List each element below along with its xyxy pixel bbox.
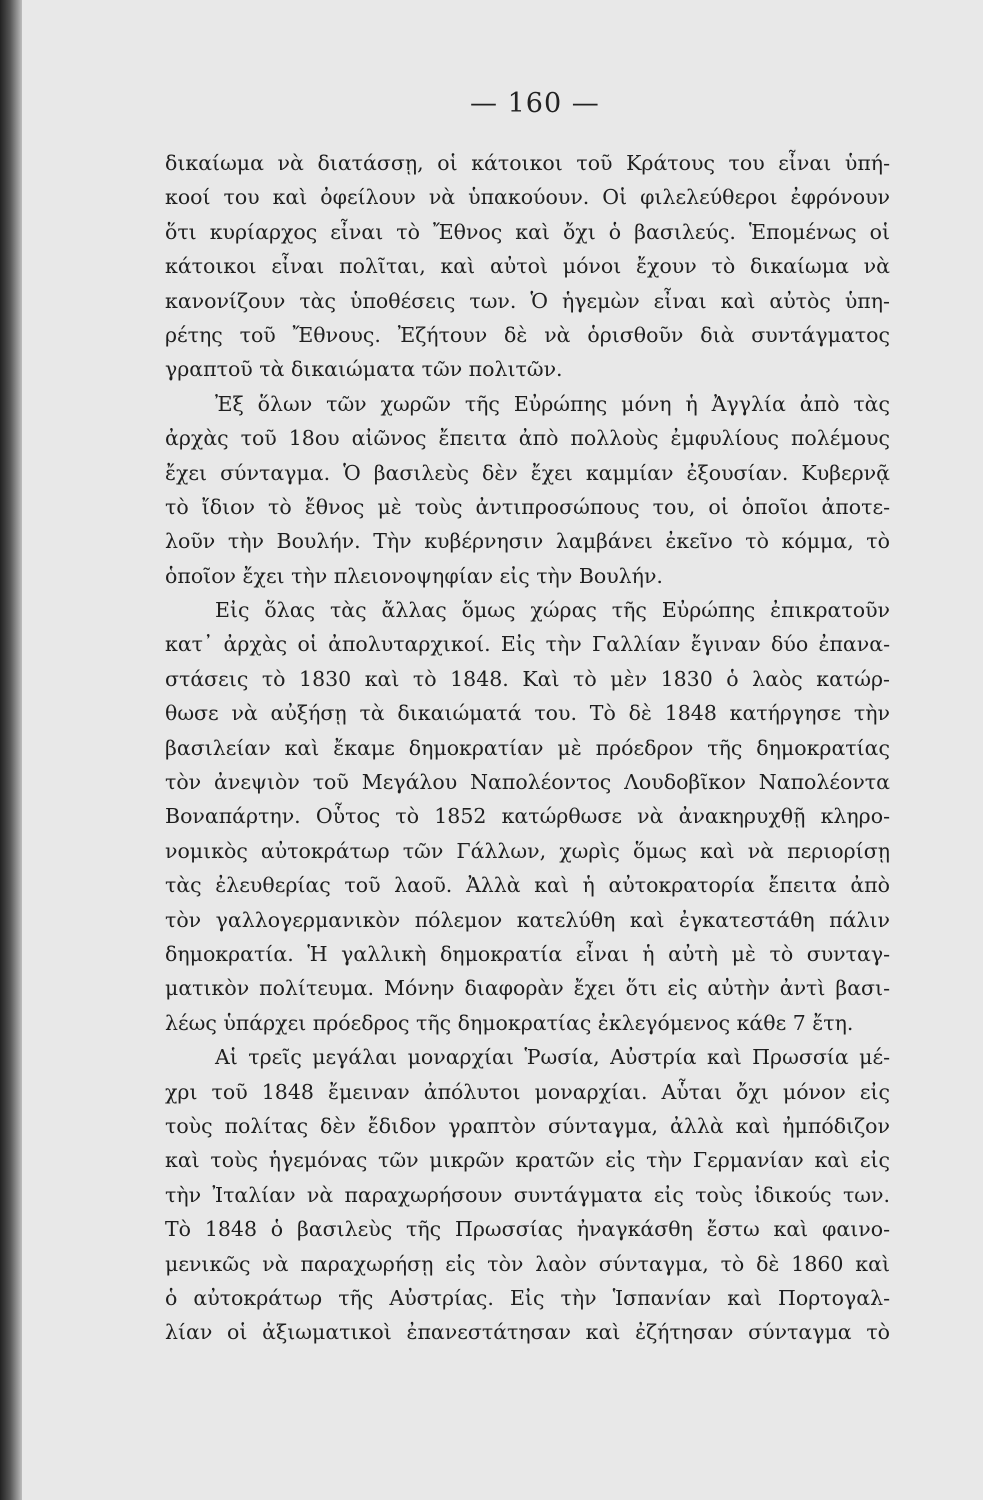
text-line: ὅτι κυρίαρχος εἶναι τὸ Ἔθνος καὶ ὄχι ὁ βασιλεύς. Ἑπομένως οἱ [165,219,890,244]
text-line: τοὺς πολίτας δὲν ἔδιδον γραπτὸν σύνταγμα, ἀλλὰ καὶ ἠμπόδιζον [165,1113,890,1138]
text-line: γραπτοῦ τὰ δικαιώματα τῶν πολιτῶν. [165,357,563,382]
text-line: κατ᾽ ἀρχὰς οἱ ἀπολυταρχικοί. Εἰς τὴν Γαλλίαν ἔγιναν δύο ἐπανα- [165,632,890,657]
text-line: Τὸ 1848 ὁ βασιλεὺς τῆς Πρωσσίας ἠναγκάσθη ἔστω καὶ φαινο- [165,1217,890,1242]
text-line: Εἰς ὅλας τὰς ἄλλας ὅμως χώρας τῆς Εὐρώπης ἐπικρατοῦν [215,598,890,623]
text-line: τὸν γαλλογερμανικὸν πόλεμον κατελύθη καὶ ἐγκατεστάθη πάλιν [165,907,890,932]
text-line: κοοί του καὶ ὀφείλουν νὰ ὑπακούουν. Οἱ φιλελεύθεροι ἐφρόνουν [165,185,890,210]
text-line: χρι τοῦ 1848 ἔμειναν ἀπόλυτοι μοναρχίαι. Αὗται ὄχι μόνον εἰς [165,1079,890,1104]
text-line: ἀρχὰς τοῦ 18ου αἰῶνος ἔπειτα ἀπὸ πολλοὺς ἐμφυλίους πολέμους [165,426,890,451]
text-line: ὁ αὐτοκράτωρ τῆς Αὐστρίας. Εἰς τὴν Ἱσπανίαν καὶ Πορτογαλ- [165,1285,890,1310]
text-line: βασιλείαν καὶ ἔκαμε δημοκρατίαν μὲ πρόεδρον τῆς δημοκρατίας [165,735,890,760]
text-line: θωσε νὰ αὐξήσῃ τὰ δικαιώματά του. Τὸ δὲ 1848 κατήργησε τὴν [165,701,890,726]
text-line: δικαίωμα νὰ διατάσσῃ, οἱ κάτοικοι τοῦ Κράτους του εἶναι ὑπή- [165,151,890,175]
text-line: δημοκρατία. Ἡ γαλλικὴ δημοκρατία εἶναι ἡ αὐτὴ μὲ τὸ συνταγ- [165,941,890,966]
body-text [165,146,890,1350]
text-line: νομικὸς αὐτοκράτωρ τῶν Γάλλων, χωρὶς ὅμως καὶ νὰ περιορίσῃ [165,838,890,863]
text-line: Ἐξ ὅλων τῶν χωρῶν τῆς Εὐρώπης μόνη ἡ Ἀγγλία ἀπὸ τὰς [215,391,890,416]
text-line: λέως ὑπάρχει πρόεδρος τῆς δημοκρατίας ἐκλεγόμενος κάθε 7 ἔτη. [165,1010,854,1035]
text-line: τὴν Ἰταλίαν νὰ παραχωρήσουν συντάγματα εἰς τοὺς ἰδικούς των. [165,1182,890,1207]
text-line: ματικὸν πολίτευμα. Μόνην διαφορὰν ἔχει ὅτι εἰς αὐτὴν ἀντὶ βασι- [165,976,890,1001]
text-line: τὸ ἴδιον τὸ ἔθνος μὲ τοὺς ἀντιπροσώπους του, οἱ ὁποῖοι ἀποτε- [165,494,890,519]
text-line: ὁποῖον ἔχει τὴν πλειονοψηφίαν εἰς τὴν Βουλήν. [165,563,663,588]
text-line: λοῦν τὴν Βουλήν. Τὴν κυβέρνησιν λαμβάνει ἐκεῖνο τὸ κόμμα, τὸ [165,529,890,554]
text-line: ἔχει σύνταγμα. Ὁ βασιλεὺς δὲν ἔχει καμμίαν ἐξουσίαν. Κυβερνᾷ [165,460,890,485]
text-line: στάσεις τὸ 1830 καὶ τὸ 1848. Καὶ τὸ μὲν 1830 ὁ λαὸς κατώρ- [165,666,890,691]
text-line: ρέτης τοῦ Ἔθνους. Ἐζήτουν δὲ νὰ ὁρισθοῦν διὰ συντάγματος [165,322,890,347]
page-edge-shadow [0,0,22,1500]
text-line: τὸν ἀνεψιὸν τοῦ Μεγάλου Ναπολέοντος Λουδοβῖκον Ναπολέοντα [165,770,890,795]
text-line: Βοναπάρτην. Οὗτος τὸ 1852 κατώρθωσε νὰ ἀνακηρυχθῇ κληρο- [165,804,890,829]
text-line: κάτοικοι εἶναι πολῖται, καὶ αὐτοὶ μόνοι ἔχουν τὸ δικαίωμα νὰ [165,254,890,279]
text-line: λίαν οἱ ἀξιωματικοὶ ἐπανεστάτησαν καὶ ἐζήτησαν σύνταγμα τὸ [165,1320,890,1345]
text-line: Αἱ τρεῖς μεγάλαι μοναρχίαι Ῥωσία, Αὐστρία καὶ Πρωσσία μέ- [215,1045,890,1070]
text-line: κανονίζουν τὰς ὑποθέσεις των. Ὁ ἡγεμὼν εἶναι καὶ αὐτὸς ὑπη- [165,288,890,313]
page-number: — 160 — [470,88,600,119]
text-line: τὰς ἐλευθερίας τοῦ λαοῦ. Ἀλλὰ καὶ ἡ αὐτοκρατορία ἔπειτα ἀπὸ [165,873,890,898]
text-line: καὶ τοὺς ἡγεμόνας τῶν μικρῶν κρατῶν εἰς τὴν Γερμανίαν καὶ εἰς [165,1148,890,1173]
text-line: μενικῶς νὰ παραχωρήσῃ εἰς τὸν λαὸν σύνταγμα, τὸ δὲ 1860 καὶ [165,1251,890,1276]
